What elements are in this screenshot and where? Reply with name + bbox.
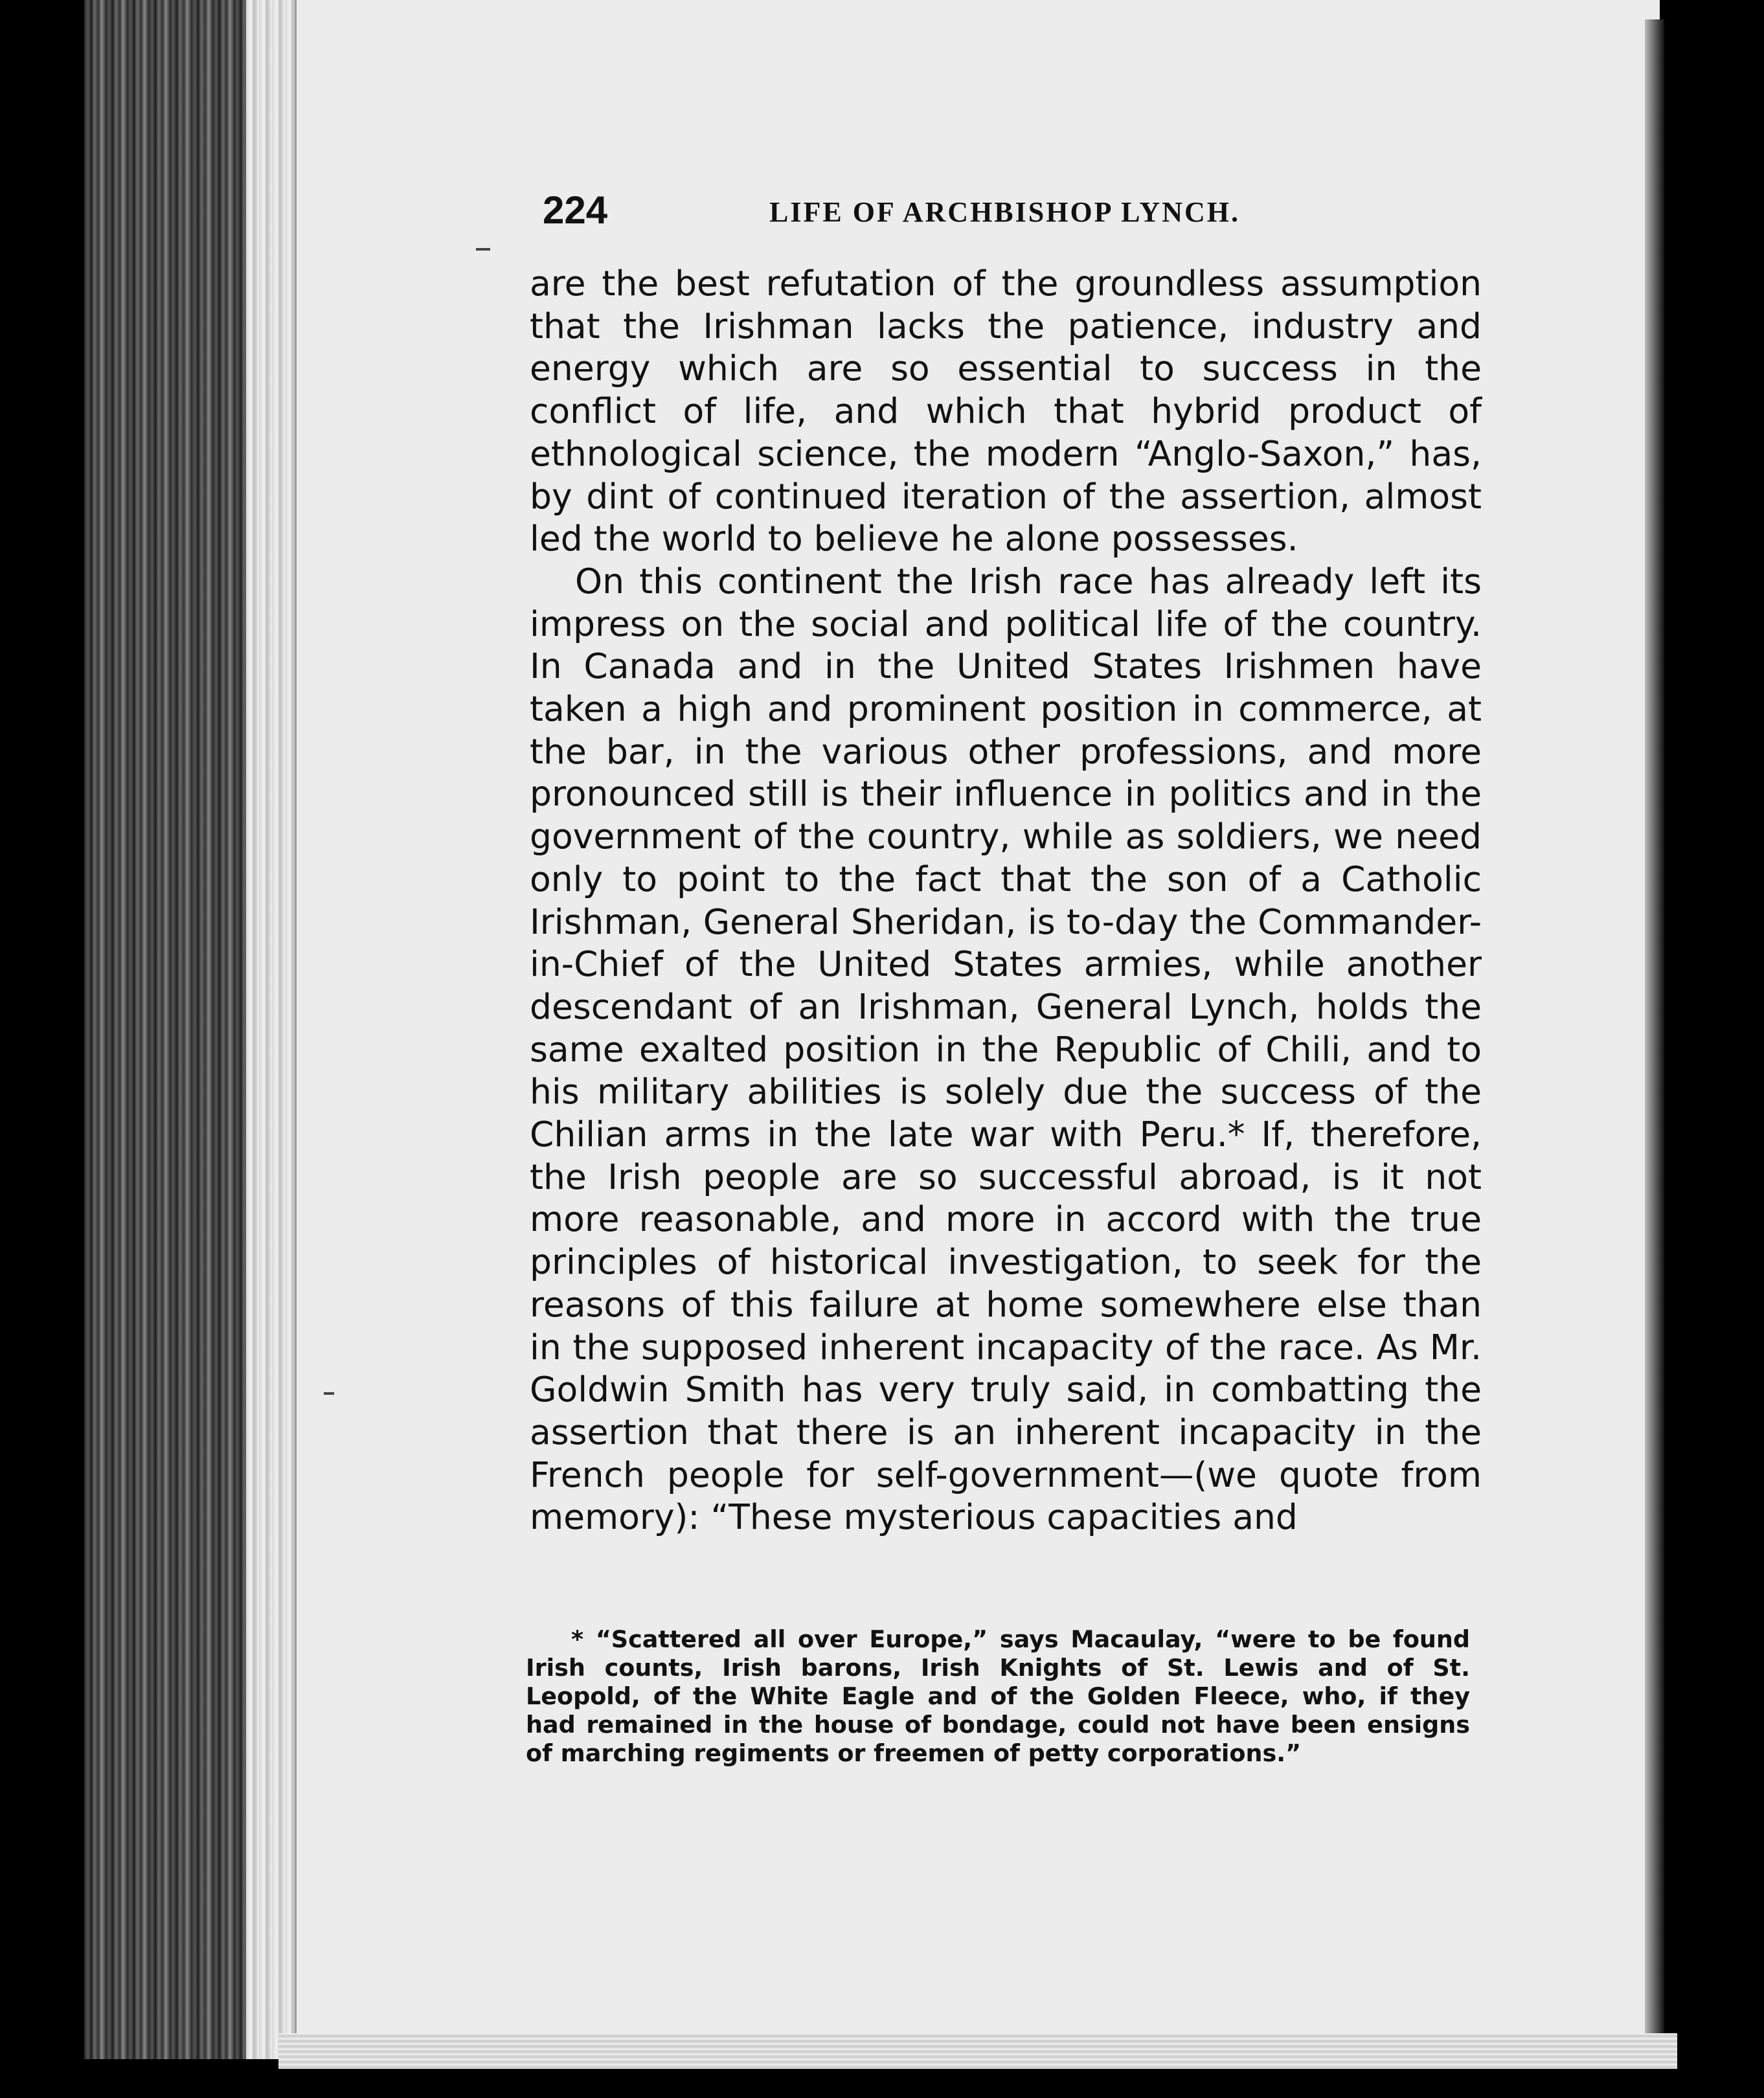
book-fore-edge <box>84 0 298 2059</box>
margin-mark <box>324 1392 334 1395</box>
margin-mark <box>476 248 490 251</box>
paragraph-2: On this continent the Irish race has already left its impress on the social and political life of the country. In Canada and in the United States Irishmen have taken a high and prominent position in commerce, at the bar, in the various other professions, and more pronounced still is their influence in politics and in the government of the country, while as soldiers, we need only to point to the fact that the son of a Catholic Irishman, General Sheridan, is to-day the Commander-in-Chief of the United States armies, while another descendant of an Irishman, General Lynch, holds the same exalted position in the Republic of Chili, and to his military abilities is solely due the success of the Chilian arms in the late war with Peru.* If, therefore, the Irish people are so successful abroad, is it not more reasonable, and more in accord with the true principles of historical investigation, to seek for the reasons of this failure at home somewhere else than in the supposed inherent incapacity of the race. As Mr. Goldwin Smith has very truly said, in combatting the assertion that there is an inherent incapacity in the French people for self-government—(we quote from memory): “These mysterious capacities and <box>530 560 1482 1538</box>
page-bottom-edge <box>278 2033 1677 2069</box>
page-number: 224 <box>543 188 608 232</box>
footnote <box>526 1625 1470 1768</box>
running-head <box>543 188 1294 240</box>
footnote-text: * “Scattered all over Europe,” says Macaulay, “were to be found Irish counts, Irish barons, Irish Knights of St. Lewis and of St. Leopold, of the White Eagle and of the Golden Fleece, who, if they had remained in the house of bondage, could not have been ensigns of marching regiments or freemen of petty corporations.” <box>526 1625 1470 1767</box>
paragraph-1: are the best refutation of the groundless assumption that the Irishman lacks the patience, industry and energy which are so essential to success in the conflict of life, and which that hybrid product of ethnological science, the modern “Anglo-Saxon,” has, by dint of continued iteration of the assertion, almost led the world to believe he alone possesses. <box>530 263 1482 559</box>
running-title: LIFE OF ARCHBISHOP LYNCH. <box>769 196 1240 228</box>
page-gutter-shadow <box>1645 19 1664 2040</box>
body-text <box>530 262 1482 1539</box>
